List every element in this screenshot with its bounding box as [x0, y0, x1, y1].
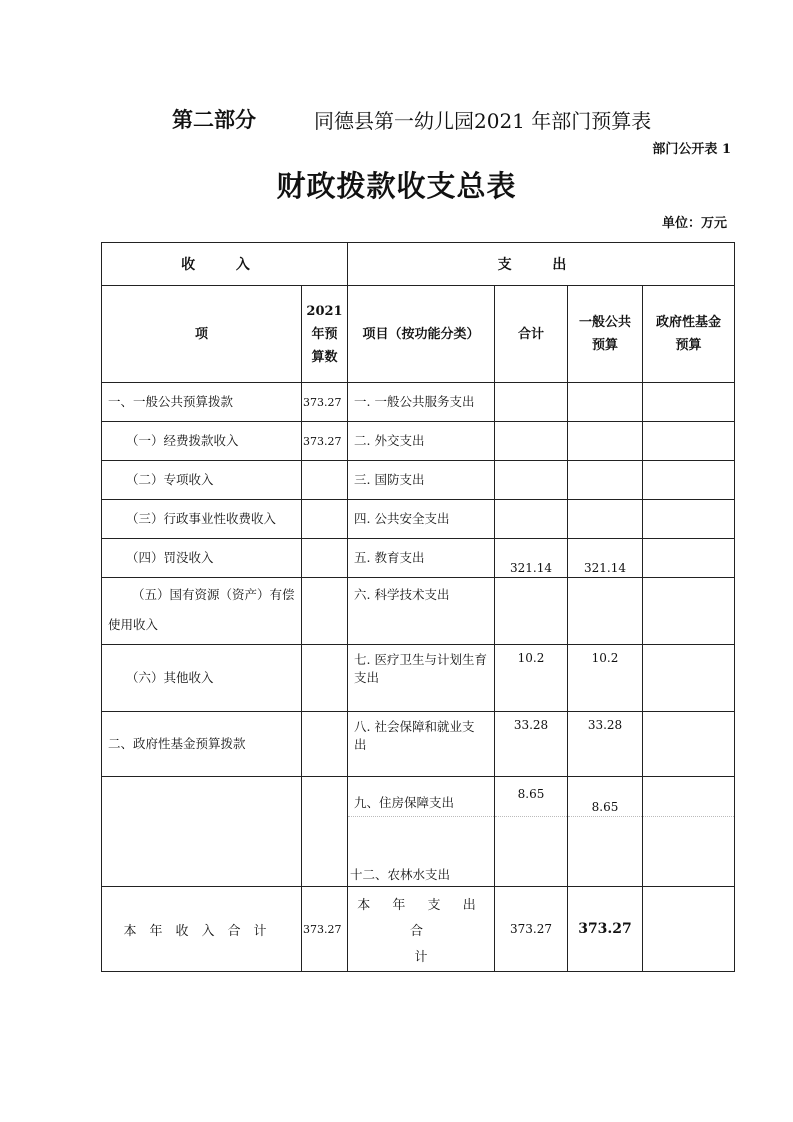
income-item: （三）行政事业性收费收入 [102, 500, 302, 539]
income-value [302, 461, 348, 500]
expense-general [568, 422, 643, 461]
table-row [102, 383, 735, 422]
income-item: 二、政府性基金预算拨款 [102, 712, 302, 777]
income-total-label: 本年收入合计 [102, 887, 302, 972]
expense-fund-sum [643, 887, 735, 972]
expense-item: 四. 公共安全支出 [348, 500, 495, 539]
expense-total-label [348, 887, 495, 972]
income-value [302, 712, 348, 777]
expense-general [568, 817, 643, 887]
income-value [302, 578, 348, 645]
expense-fund [643, 578, 735, 645]
expense-item: 九、住房保障支出 [348, 777, 495, 817]
expense-fund [643, 539, 735, 578]
income-item: （二）专项收入 [102, 461, 302, 500]
expense-item: 三. 国防支出 [348, 461, 495, 500]
income-item [102, 777, 302, 887]
income-item-line: （五）国有资源（资产）有偿 [132, 587, 295, 602]
expense-total-label-line: 计 [414, 950, 428, 965]
income-value [302, 500, 348, 539]
table-number: 部门公开表 1 [652, 142, 731, 157]
expense-fund [643, 500, 735, 539]
expense-fund [643, 422, 735, 461]
income-value [302, 777, 348, 887]
table-row [102, 461, 735, 500]
totals-row [102, 887, 735, 972]
income-item-line: 使用收入 [108, 617, 159, 632]
table-row [102, 422, 735, 461]
expense-item: 二. 外交支出 [348, 422, 495, 461]
expense-item [348, 645, 495, 712]
expense-total: 8.65 [495, 777, 568, 817]
expense-total [495, 817, 568, 887]
col-header-general [568, 286, 643, 383]
document-subtitle: 同德县第一幼儿园2021 年部门预算表 [314, 109, 652, 133]
expense-general [568, 500, 643, 539]
income-value [302, 539, 348, 578]
expense-total [495, 500, 568, 539]
col-header-total: 合计 [495, 286, 568, 383]
expense-item: 五. 教育支出 [348, 539, 495, 578]
expense-fund [643, 461, 735, 500]
expense-general: 10.2 [568, 645, 643, 712]
expense-total-label-line: 本 年 支 出 合 [357, 898, 485, 939]
expense-fund [643, 777, 735, 817]
expense-item: 一. 一般公共服务支出 [348, 383, 495, 422]
col-header-budget-line: 2021 [306, 303, 343, 319]
expense-general: 8.65 [568, 777, 643, 817]
column-header-row [102, 286, 735, 383]
expense-general [568, 461, 643, 500]
part-label: 第二部分 [172, 108, 256, 132]
expense-item-line: 支出 [354, 670, 380, 685]
col-header-budget-line: 年预 [311, 326, 338, 342]
table-row [102, 500, 735, 539]
expense-item [348, 712, 495, 777]
table-row [102, 578, 735, 645]
col-header-budget [302, 286, 348, 383]
expense-general: 33.28 [568, 712, 643, 777]
income-item: （六）其他收入 [102, 645, 302, 712]
unit-label: 单位：万元 [661, 216, 727, 231]
expense-total: 33.28 [495, 712, 568, 777]
col-header-fund-line: 政府性基金 [655, 315, 721, 330]
expense-total [495, 422, 568, 461]
expense-fund [643, 645, 735, 712]
expense-total-sum: 373.27 [495, 887, 568, 972]
expense-general [568, 383, 643, 422]
expense-item-line: 出 [354, 737, 367, 752]
income-item [102, 578, 302, 645]
col-header-fund-line: 预算 [675, 338, 702, 353]
expense-item: 十二、农林水支出 [348, 817, 495, 887]
col-header-function: 项目（按功能分类） [348, 286, 495, 383]
income-total-value: 373.27 [302, 887, 348, 972]
expense-total [495, 578, 568, 645]
expense-fund [643, 383, 735, 422]
expense-fund [643, 712, 735, 777]
expense-item: 六. 科学技术支出 [348, 578, 495, 645]
income-header: 收 入 [102, 243, 348, 286]
expense-total: 10.2 [495, 645, 568, 712]
col-header-general-line: 一般公共 [578, 315, 631, 330]
col-header-budget-line: 算数 [311, 349, 338, 365]
income-item: （四）罚没收入 [102, 539, 302, 578]
expense-header: 支 出 [348, 243, 735, 286]
section-header-row [102, 243, 735, 286]
expense-item-line: 七. 医疗卫生与计划生育 [354, 652, 487, 667]
income-value: 373.27 [302, 422, 348, 461]
income-item: （一）经费拨款收入 [102, 422, 302, 461]
table-row [102, 645, 735, 712]
expense-total [495, 383, 568, 422]
expense-general [568, 578, 643, 645]
expense-general-sum: 373.27 [568, 887, 643, 972]
income-value [302, 645, 348, 712]
table-row [102, 539, 735, 578]
table-row [102, 777, 735, 817]
expense-general: 321.14 [568, 539, 643, 578]
expense-total [495, 461, 568, 500]
income-value: 373.27 [302, 383, 348, 422]
expense-fund [643, 817, 735, 887]
expense-total: 321.14 [495, 539, 568, 578]
col-header-item: 项 [102, 286, 302, 383]
col-header-fund [643, 286, 735, 383]
budget-table [101, 242, 735, 972]
page-title: 财政拨款收支总表 [276, 169, 517, 203]
income-item: 一、一般公共预算拨款 [102, 383, 302, 422]
col-header-general-line: 预算 [591, 338, 618, 353]
table-row [102, 712, 735, 777]
expense-item-line: 八. 社会保障和就业支 [354, 719, 475, 734]
